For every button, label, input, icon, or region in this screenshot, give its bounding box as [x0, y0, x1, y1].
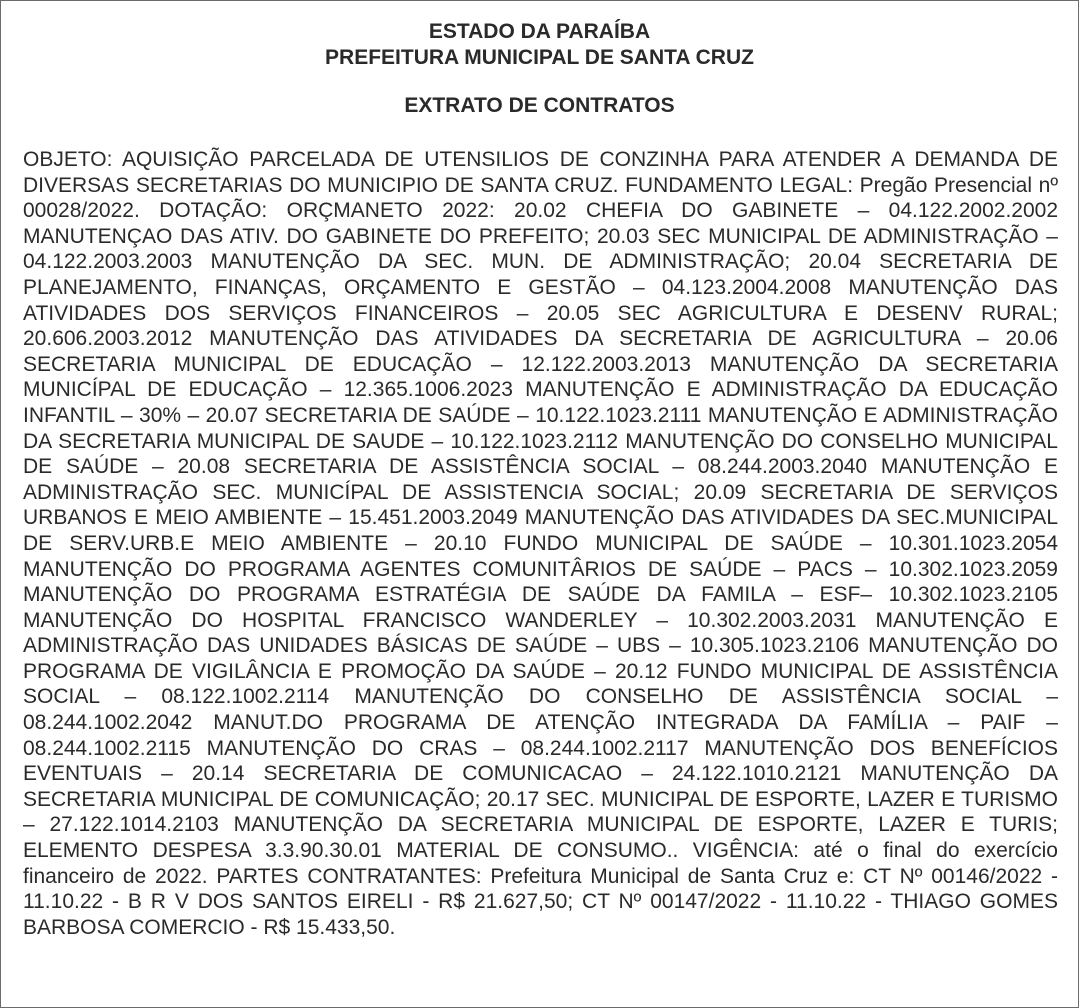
contract-extract-text: OBJETO: AQUISIÇÃO PARCELADA DE UTENSILIOS DE CONZINHA PARA ATENDER A DEMANDA DE DIVERSAS SECRETARIAS DO MUNICIPIO DE SANTA CRUZ. FUNDAMENTO LEGAL: Pregão Presencial nº 00028/2022. DOTAÇÃO: ORÇMANETO 2022: 20.02 CHEFIA DO GABINETE – 04.122.2002.2002 MANUTENÇAO DAS ATIV. DO GABINETE DO PREFEITO; 20.03 SEC MUNICIPAL DE ADMINISTRAÇÃO – 04.122.2003.2003 MANUTENÇÃO DA SEC. MUN. DE ADMINISTRAÇÃO; 20.04 SECRETARIA DE PLANEJAMENTO, FINANÇAS, ORÇAMENTO E GESTÃO – 04.123.2004.2008 MANUTENÇÃO DAS ATIVIDADES DOS SERVIÇOS FINANCEIROS – 20.05 SEC AGRICULTURA E DESENV RURAL; 20.606.2003.2012 MANUTENÇÃO DAS ATIVIDADES DA SECRETARIA DE AGRICULTURA – 20.06 SECRETARIA MUNICIPAL DE EDUCAÇÃO – 12.122.2003.2013 MANUTENÇÃO DA SECRETARIA MUNICÍPAL DE EDUCAÇÃO – 12.365.1006.2023 MANUTENÇÃO E ADMINISTRAÇÃO DA EDUCAÇÃO INFANTIL – 30% – 20.07 SECRETARIA DE SAÚDE – 10.122.1023.2111 MANUTENÇÃO E ADMINISTRAÇÃO DA SECRETARIA MUNICIPAL DE SAUDE – 10.122.1023.2112 MANUTENÇÃO DO CONSELHO MUNICIPAL DE SAÚDE – 20.08 SECRETARIA DE ASSISTÊNCIA SOCIAL – 08.244.2003.2040 MANUTENÇÃO E ADMINISTRAÇÃO SEC. MUNICÍPAL DE ASSISTENCIA SOCIAL; 20.09 SECRETARIA DE SERVIÇOS URBANOS E MEIO AMBIENTE – 15.451.2003.2049 MANUTENÇÃO DAS ATIVIDADES DA SEC.MUNICIPAL DE SERV.URB.E MEIO AMBIENTE – 20.10 FUNDO MUNICIPAL DE SAÚDE – 10.301.1023.2054 MANUTENÇÃO DO PROGRAMA AGENTES COMUNITÂRIOS DE SAÚDE – PACS – 10.302.1023.2059 MANUTENÇÃO DO PROGRAMA ESTRATÉGIA DE SAÚDE DA FAMILA – ESF– 10.302.1023.2105 MANUTENÇÃO DO HOSPITAL FRANCISCO WANDERLEY – 10.302.2003.2031 MANUTENÇÃO E ADMINISTRAÇÃO DAS UNIDADES BÁSICAS DE SAÚDE – UBS – 10.305.1023.2106 MANUTENÇÃO DO PROGRAMA DE VIGILÂNCIA E PROMOÇÃO DA SAÚDE – 20.12 FUNDO MUNICIPAL DE ASSISTÊNCIA SOCIAL – 08.122.1002.2114 MANUTENÇÃO DO CONSELHO DE ASSISTÊNCIA SOCIAL – 08.244.1002.2042 MANUT.DO PROGRAMA DE ATENÇÃO INTEGRADA DA FAMÍLIA – PAIF – 08.244.1002.2115 MANUTENÇÃO DO CRAS – 08.244.1002.2117 MANUTENÇÃO DOS BENEFÍCIOS EVENTUAIS – 20.14 SECRETARIA DE COMUNICACAO – 24.122.1010.2121 MANUTENÇÃO DA SECRETARIA MUNICIPAL DE COMUNICAÇÃO; 20.17 SEC. MUNICIPAL DE ESPORTE, LAZER E TURISMO – 27.122.1014.2103 MANUTENÇÃO DA SECRETARIA MUNICIPAL DE ESPORTE, LAZER E TURIS; ELEMENTO DESPESA 3.3.90.30.01 MATERIAL DE CONSUMO.. VIGÊNCIA: até o final do exercício financeiro de 2022. PARTES CONTRATANTES: Prefeitura Municipal de Santa Cruz e: CT Nº 00146/2022 - 11.10.22 - B R V DOS SANTOS EIRELI - R$ 21.627,50; CT Nº 00147/2022 - 11.10.22 - THIAGO GOMES BARBOSA COMERCIO - R$ 15.433,50. — [23, 148, 1058, 939]
state-name: ESTADO DA PARAÍBA — [428, 20, 651, 43]
document-title: EXTRATO DE CONTRATOS — [404, 94, 675, 117]
document-header — [1, 19, 1078, 119]
municipality-name: PREFEITURA MUNICIPAL DE SANTA CRUZ — [325, 46, 754, 69]
